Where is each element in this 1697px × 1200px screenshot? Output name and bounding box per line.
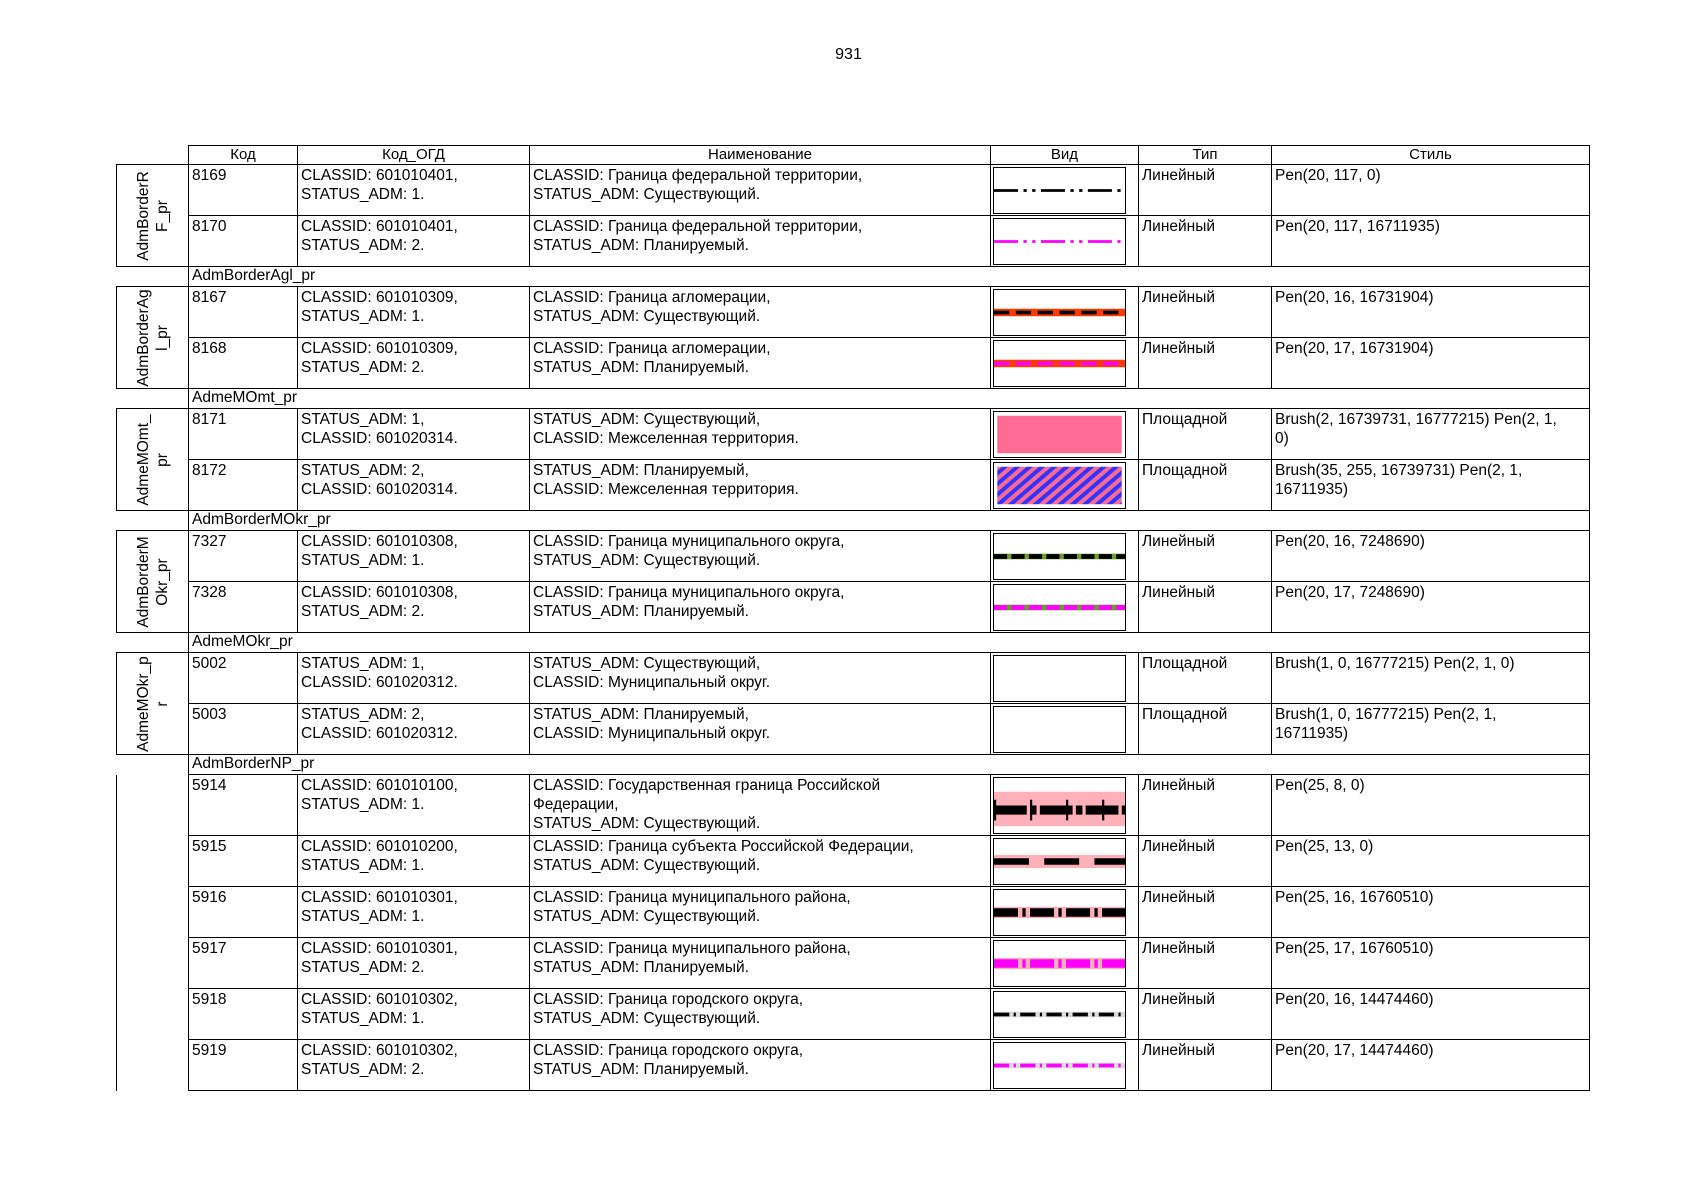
name-cell	[530, 887, 991, 938]
code-ogd-line: STATUS_ADM: 1,	[301, 655, 425, 672]
code-ogd-cell	[298, 938, 530, 989]
layer-side-label	[117, 409, 189, 511]
swatch-graphic	[994, 707, 1125, 752]
code-ogd-line: STATUS_ADM: 1.	[301, 857, 425, 874]
style-cell	[1272, 775, 1590, 836]
code-ogd-line: CLASSID: 601010401,	[301, 167, 458, 184]
type-cell: Линейный	[1139, 775, 1272, 836]
style-cell	[1272, 836, 1590, 887]
code-ogd-line: CLASSID: 601010309,	[301, 340, 458, 357]
swatch-subject-border	[993, 838, 1126, 885]
code-ogd-cell	[298, 1040, 530, 1091]
name-line: STATUS_ADM: Существующий,	[533, 411, 761, 428]
code-cell: 8169	[189, 165, 298, 216]
side-label-line: F_pr	[153, 199, 171, 232]
code-ogd-line: CLASSID: 601020314.	[301, 481, 458, 498]
code-ogd-line: CLASSID: 601010308,	[301, 584, 458, 601]
side-label-line: pr	[153, 452, 171, 467]
code-cell: 5918	[189, 989, 298, 1040]
view-cell	[991, 338, 1139, 389]
header-style: Стиль	[1272, 146, 1590, 165]
name-line: STATUS_ADM: Планируемый.	[533, 359, 749, 376]
name-line: CLASSID: Граница муниципального района,	[533, 940, 851, 957]
type-cell: Линейный	[1139, 338, 1272, 389]
code-ogd-line: STATUS_ADM: 1.	[301, 308, 425, 325]
page-number: 931	[835, 46, 862, 63]
style-line: Brush(2, 16739731, 16777215) Pen(2, 1,	[1275, 411, 1557, 428]
type-cell: Линейный	[1139, 287, 1272, 338]
legend-row	[117, 165, 1590, 216]
legend-row	[117, 216, 1590, 267]
name-line: CLASSID: Граница муниципального округа,	[533, 533, 845, 550]
name-line: STATUS_ADM: Планируемый,	[533, 462, 749, 479]
view-cell	[991, 938, 1139, 989]
style-line: Pen(20, 17, 14474460)	[1275, 1042, 1434, 1059]
type-cell: Линейный	[1139, 938, 1272, 989]
code-cell: 5003	[189, 704, 298, 755]
style-line: Brush(1, 0, 16777215) Pen(2, 1,	[1275, 706, 1497, 723]
view-cell	[991, 165, 1139, 216]
name-line: CLASSID: Граница субъекта Российской Федерации,	[533, 838, 914, 855]
section-row	[117, 511, 1590, 531]
type-cell: Линейный	[1139, 531, 1272, 582]
code-ogd-cell	[298, 165, 530, 216]
legend-row	[117, 887, 1590, 938]
name-line: STATUS_ADM: Планируемый.	[533, 237, 749, 254]
type-cell: Линейный	[1139, 1040, 1272, 1091]
code-ogd-cell	[298, 460, 530, 511]
name-line: CLASSID: Граница городского округа,	[533, 991, 804, 1008]
code-ogd-cell	[298, 653, 530, 704]
side-label-line: AdmeMOkr_p	[134, 655, 152, 752]
side-label-line: l_pr	[153, 324, 171, 351]
swatch-city-existing	[993, 991, 1126, 1038]
code-ogd-cell	[298, 409, 530, 460]
name-line: STATUS_ADM: Существующий.	[533, 857, 761, 874]
style-cell	[1272, 338, 1590, 389]
swatch-district-existing	[993, 889, 1126, 936]
swatch-mezh-planned	[993, 462, 1126, 509]
legend-row	[117, 704, 1590, 755]
type-cell: Площадной	[1139, 653, 1272, 704]
type-cell: Линейный	[1139, 582, 1272, 633]
code-cell: 7327	[189, 531, 298, 582]
style-line: Pen(25, 8, 0)	[1275, 777, 1365, 794]
layer-side-label	[117, 531, 189, 633]
name-line: STATUS_ADM: Существующий.	[533, 186, 761, 203]
style-cell	[1272, 409, 1590, 460]
layer-side-label	[117, 165, 189, 267]
code-cell: 5914	[189, 775, 298, 836]
code-ogd-line: CLASSID: 601010301,	[301, 889, 458, 906]
name-line: STATUS_ADM: Планируемый,	[533, 706, 749, 723]
code-ogd-line: STATUS_ADM: 1.	[301, 796, 425, 813]
style-line: Pen(20, 16, 14474460)	[1275, 991, 1434, 1008]
swatch-mokr-planned	[993, 584, 1126, 631]
name-line: CLASSID: Граница агломерации,	[533, 340, 771, 357]
name-line: STATUS_ADM: Существующий.	[533, 1010, 761, 1027]
side-label-line: r	[153, 700, 171, 707]
view-cell	[991, 653, 1139, 704]
name-line: CLASSID: Государственная граница Российской	[533, 777, 881, 794]
code-ogd-line: CLASSID: 601010100,	[301, 777, 458, 794]
name-cell	[530, 1040, 991, 1091]
swatch-agl-existing	[993, 289, 1126, 336]
header-view: Вид	[991, 146, 1139, 165]
name-cell	[530, 938, 991, 989]
style-cell	[1272, 938, 1590, 989]
name-cell	[530, 338, 991, 389]
name-line: CLASSID: Межселенная территория.	[533, 481, 799, 498]
name-line: CLASSID: Граница муниципального района,	[533, 889, 851, 906]
code-ogd-line: STATUS_ADM: 2,	[301, 462, 425, 479]
code-cell: 7328	[189, 582, 298, 633]
swatch-graphic	[994, 341, 1125, 386]
code-cell: 8167	[189, 287, 298, 338]
code-ogd-cell	[298, 887, 530, 938]
name-cell	[530, 775, 991, 836]
view-cell	[991, 1040, 1139, 1091]
code-ogd-line: CLASSID: 601010200,	[301, 838, 458, 855]
legend-row	[117, 582, 1590, 633]
swatch-mokr-existing	[993, 533, 1126, 580]
type-cell: Линейный	[1139, 887, 1272, 938]
legend-row	[117, 938, 1590, 989]
swatch-graphic	[994, 890, 1125, 935]
name-line: CLASSID: Граница федеральной территории,	[533, 218, 863, 235]
name-line: CLASSID: Граница агломерации,	[533, 289, 771, 306]
style-line: 16711935)	[1275, 481, 1348, 498]
code-ogd-line: STATUS_ADM: 2.	[301, 359, 425, 376]
swatch-mezh-existing	[993, 411, 1126, 458]
code-ogd-line: STATUS_ADM: 1,	[301, 411, 425, 428]
header-code: Код	[189, 146, 298, 165]
name-line: STATUS_ADM: Существующий.	[533, 308, 761, 325]
swatch-graphic	[994, 290, 1125, 335]
name-line: CLASSID: Граница муниципального округа,	[533, 584, 845, 601]
swatch-city-planned	[993, 1042, 1126, 1089]
section-row	[117, 267, 1590, 287]
style-line: Pen(20, 16, 7248690)	[1275, 533, 1425, 550]
legend-row	[117, 989, 1590, 1040]
code-ogd-cell	[298, 775, 530, 836]
name-line: CLASSID: Межселенная территория.	[533, 430, 799, 447]
view-cell	[991, 582, 1139, 633]
legend-row	[117, 531, 1590, 582]
style-cell	[1272, 287, 1590, 338]
code-ogd-cell	[298, 989, 530, 1040]
code-ogd-line: CLASSID: 601010302,	[301, 1042, 458, 1059]
code-ogd-cell	[298, 582, 530, 633]
swatch-fed-existing	[993, 167, 1126, 214]
name-cell	[530, 704, 991, 755]
name-cell	[530, 460, 991, 511]
section-label: AdmBorderMOkr_pr	[189, 511, 1590, 531]
style-cell	[1272, 653, 1590, 704]
side-label-line: AdmBorderAg	[134, 288, 152, 387]
view-cell	[991, 775, 1139, 836]
code-ogd-cell	[298, 338, 530, 389]
code-cell: 5919	[189, 1040, 298, 1091]
legend-row	[117, 338, 1590, 389]
swatch-graphic	[994, 412, 1125, 457]
section-label: AdmeMOmt_pr	[189, 389, 1590, 409]
name-line: Федерации,	[533, 796, 619, 813]
swatch-graphic	[994, 839, 1125, 884]
name-line: STATUS_ADM: Существующий.	[533, 908, 761, 925]
name-cell	[530, 989, 991, 1040]
code-ogd-line: STATUS_ADM: 1.	[301, 552, 425, 569]
name-cell	[530, 653, 991, 704]
swatch-empty	[993, 655, 1126, 702]
view-cell	[991, 409, 1139, 460]
name-cell	[530, 409, 991, 460]
name-line: STATUS_ADM: Существующий.	[533, 815, 761, 832]
swatch-graphic	[994, 778, 1125, 833]
style-cell	[1272, 582, 1590, 633]
view-cell	[991, 887, 1139, 938]
code-ogd-line: STATUS_ADM: 2.	[301, 237, 425, 254]
view-cell	[991, 216, 1139, 267]
code-cell: 5002	[189, 653, 298, 704]
code-ogd-line: STATUS_ADM: 2.	[301, 959, 425, 976]
section-row	[117, 755, 1590, 775]
swatch-graphic	[994, 219, 1125, 264]
style-cell	[1272, 704, 1590, 755]
code-ogd-cell	[298, 704, 530, 755]
name-cell	[530, 582, 991, 633]
code-ogd-line: STATUS_ADM: 2,	[301, 706, 425, 723]
legend-table	[116, 145, 1590, 1091]
style-line: Pen(20, 117, 16711935)	[1275, 218, 1440, 235]
name-line: CLASSID: Муниципальный округ.	[533, 674, 770, 691]
code-ogd-line: STATUS_ADM: 1.	[301, 908, 425, 925]
header-type: Тип	[1139, 146, 1272, 165]
code-cell: 5916	[189, 887, 298, 938]
style-cell	[1272, 460, 1590, 511]
name-line: STATUS_ADM: Существующий,	[533, 655, 761, 672]
type-cell: Площадной	[1139, 409, 1272, 460]
style-cell	[1272, 1040, 1590, 1091]
side-label-line: AdmeMOmt_	[134, 413, 152, 506]
header-row	[117, 146, 1590, 165]
code-ogd-line: CLASSID: 601010308,	[301, 533, 458, 550]
swatch-district-planned	[993, 940, 1126, 987]
code-ogd-line: STATUS_ADM: 1.	[301, 1010, 425, 1027]
swatch-graphic	[994, 168, 1125, 213]
type-cell: Линейный	[1139, 165, 1272, 216]
style-line: Brush(35, 255, 16739731) Pen(2, 1,	[1275, 462, 1523, 479]
swatch-graphic	[994, 463, 1125, 508]
swatch-agl-planned	[993, 340, 1126, 387]
code-ogd-line: CLASSID: 601010401,	[301, 218, 458, 235]
name-line: STATUS_ADM: Планируемый.	[533, 603, 749, 620]
style-line: Pen(20, 17, 7248690)	[1275, 584, 1425, 601]
section-row	[117, 633, 1590, 653]
style-cell	[1272, 531, 1590, 582]
swatch-graphic	[994, 1043, 1125, 1088]
code-cell: 8168	[189, 338, 298, 389]
style-line: Pen(20, 16, 16731904)	[1275, 289, 1434, 306]
type-cell: Площадной	[1139, 460, 1272, 511]
name-cell	[530, 216, 991, 267]
swatch-graphic	[994, 992, 1125, 1037]
legend-row	[117, 460, 1590, 511]
code-ogd-line: CLASSID: 601010302,	[301, 991, 458, 1008]
code-cell: 5917	[189, 938, 298, 989]
view-cell	[991, 460, 1139, 511]
code-ogd-line: STATUS_ADM: 2.	[301, 603, 425, 620]
code-cell: 8171	[189, 409, 298, 460]
section-label: AdmBorderNP_pr	[189, 755, 1590, 775]
code-ogd-line: CLASSID: 601020312.	[301, 725, 458, 742]
style-line: 16711935)	[1275, 725, 1348, 742]
header-name: Наименование	[530, 146, 991, 165]
legend-row	[117, 287, 1590, 338]
header-code-ogd: Код_ОГД	[298, 146, 530, 165]
style-line: Pen(25, 17, 16760510)	[1275, 940, 1434, 957]
style-cell	[1272, 216, 1590, 267]
style-cell	[1272, 887, 1590, 938]
type-cell: Площадной	[1139, 704, 1272, 755]
swatch-graphic	[994, 585, 1125, 630]
name-line: CLASSID: Граница городского округа,	[533, 1042, 804, 1059]
code-cell: 8172	[189, 460, 298, 511]
swatch-state-border	[993, 777, 1126, 834]
style-line: Pen(25, 13, 0)	[1275, 838, 1374, 855]
layer-side-label	[117, 653, 189, 755]
view-cell	[991, 704, 1139, 755]
layer-side-label	[117, 287, 189, 389]
style-line: Brush(1, 0, 16777215) Pen(2, 1, 0)	[1275, 655, 1515, 672]
view-cell	[991, 836, 1139, 887]
type-cell: Линейный	[1139, 836, 1272, 887]
name-line: CLASSID: Муниципальный округ.	[533, 725, 770, 742]
code-ogd-line: CLASSID: 601010309,	[301, 289, 458, 306]
type-cell: Линейный	[1139, 216, 1272, 267]
name-line: STATUS_ADM: Существующий.	[533, 552, 761, 569]
section-row	[117, 389, 1590, 409]
side-label-line: AdmBorderR	[134, 170, 152, 261]
code-ogd-line: STATUS_ADM: 2.	[301, 1061, 425, 1078]
side-label-line: Okr_pr	[153, 557, 171, 606]
section-label: AdmBorderAgl_pr	[189, 267, 1590, 287]
section-label: AdmeMOkr_pr	[189, 633, 1590, 653]
code-cell: 5915	[189, 836, 298, 887]
name-cell	[530, 287, 991, 338]
swatch-empty	[993, 706, 1126, 753]
code-ogd-line: CLASSID: 601020312.	[301, 674, 458, 691]
name-cell	[530, 531, 991, 582]
code-ogd-cell	[298, 531, 530, 582]
view-cell	[991, 989, 1139, 1040]
side-label-line: AdmBorderM	[134, 535, 152, 628]
code-ogd-line: CLASSID: 601010301,	[301, 940, 458, 957]
name-line: STATUS_ADM: Планируемый.	[533, 1061, 749, 1078]
view-cell	[991, 287, 1139, 338]
legend-row	[117, 653, 1590, 704]
style-line: Pen(20, 17, 16731904)	[1275, 340, 1434, 357]
swatch-fed-planned	[993, 218, 1126, 265]
style-cell	[1272, 989, 1590, 1040]
name-line: CLASSID: Граница федеральной территории,	[533, 167, 863, 184]
name-cell	[530, 836, 991, 887]
code-ogd-line: CLASSID: 601020314.	[301, 430, 458, 447]
swatch-graphic	[994, 534, 1125, 579]
view-cell	[991, 531, 1139, 582]
name-line: STATUS_ADM: Планируемый.	[533, 959, 749, 976]
legend-row	[117, 775, 1590, 836]
name-cell	[530, 165, 991, 216]
legend-row	[117, 1040, 1590, 1091]
code-ogd-line: STATUS_ADM: 1.	[301, 186, 425, 203]
code-cell: 8170	[189, 216, 298, 267]
code-ogd-cell	[298, 287, 530, 338]
style-line: Pen(25, 16, 16760510)	[1275, 889, 1434, 906]
style-line: 0)	[1275, 430, 1289, 447]
legend-row	[117, 836, 1590, 887]
style-line: Pen(20, 117, 0)	[1275, 167, 1381, 184]
style-cell	[1272, 165, 1590, 216]
type-cell: Линейный	[1139, 989, 1272, 1040]
swatch-graphic	[994, 941, 1125, 986]
layer-side-label	[117, 775, 189, 1091]
legend-row	[117, 409, 1590, 460]
swatch-graphic	[994, 656, 1125, 701]
code-ogd-cell	[298, 836, 530, 887]
code-ogd-cell	[298, 216, 530, 267]
